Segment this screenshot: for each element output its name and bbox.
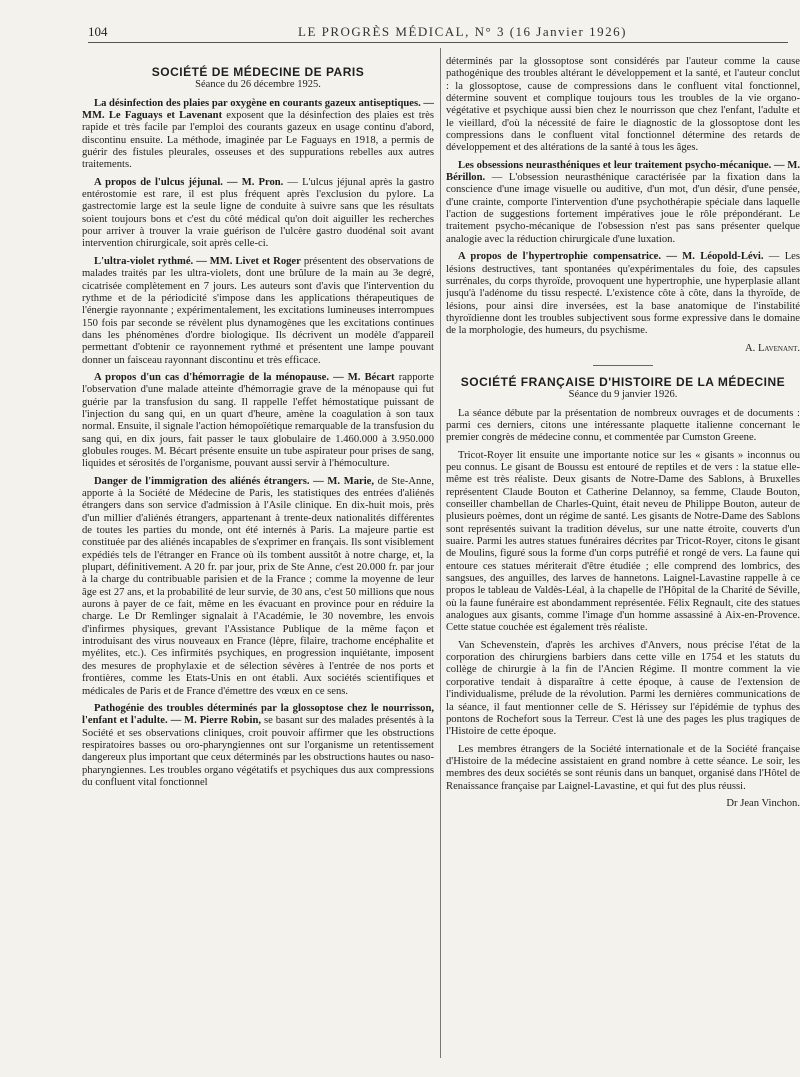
section-title-histoire-medecine: SOCIÉTÉ FRANÇAISE D'HISTOIRE DE LA MÉDECINE — [460, 374, 786, 389]
article-lead: A propos d'un cas d'hémorragie de la ménopause. — M. Bécart — [94, 371, 395, 383]
section-date: Séance du 26 décembre 1925. — [195, 79, 321, 91]
article-paragraph — [446, 160, 800, 246]
page-header — [88, 22, 788, 43]
section-title-societe-medecine: SOCIÉTÉ DE MÉDECINE DE PARIS — [151, 65, 365, 79]
signature: A. Lavenant. — [745, 342, 800, 354]
article-paragraph — [82, 703, 434, 789]
article-lead: A propos de l'hypertrophie compensatrice. — M. Léopold-Lévi. — [458, 251, 764, 263]
article-body: — L'ulcus jéjunal après la gastro entérostomie est rare, il est plus fréquent après l'exclusion du pylore. La gastrectomie large est la seule ligne de conduite à suivre sans que les résultats soient toujours bons et c'est du côté médical qu'on doit aiguiller les recherches pour arriver à trouver la vraie guérison de l'ulcère gastro duodénal soit avant intervention chirurgicale, soit après celle-ci. — [82, 176, 434, 250]
article-paragraph: Tricot-Royer lit ensuite une importante notice sur les « gisants » inconnus ou peu connus. Le gisant de Boussu est entouré de reptiles et de vers : la statue elle-même est très réaliste. Deux gisants de Notre-Dame des Sablons, à Bruxelles représentent Claude Bouton et Catherine Delannoy, sa femme, Claude Bouton, conseiller chambellan de Charles-Quint, était neveu de Philippe Bouton, auteur de plusieurs poèmes, dont un régime de santé. Les gisants de Notre-Dame des Sablons sont représentés suivant la tradition dévelus, sur une natte étroite, couverts d'un suaire. Parmi les autres statues funéraires décrites par Tricot-Royer, citons le gisant de Moulins, figuré sous la forme d'un corps putréfié et rongé de vers. La faune qui entoure ces statues mériterait d'être étudiée ; elle comprend des lombrics, des sangsues, des anguilles, des larves de hannetons. Laignel-Lavastine rappelle à ce propos le tableau de Valdès-Léal, à la chapelle de l'Hôpital de la Charité de Séville, où la faune funéraire est abondamment représentée. Félix Regnault, cite des statues analogues aux gisants, comme l'image d'un homme assassiné à Aix-en-Provence. Cette statue couchée est également très réaliste. — [446, 449, 800, 634]
article-body: présentent des observations de malades traités par les ultra-violets, dont une brûlure de la main au 3e degré, cicatrisée complètement en 7 jours. Les auteurs sont d'avis que l'intervention du rythme et de la périodicité s'impose dans les applications thérapeutiques de l'énergie rayonnante ; expérimentalement, les excitations lumineuses interrompues 150 fois par seconde se révèlent plus dynamogènes que les excitations continues dans les phénomènes d'ordre biologique. Ils décrivent un modèle d'appareil permettant d'obtenir ce rayonnement rythmé et présentent une lampe pouvant donner un faisceau rayonnant discontinu et très efficace. — [82, 255, 434, 366]
article-paragraph — [82, 98, 434, 172]
article-paragraph — [82, 476, 434, 698]
signature: Dr Jean Vinchon. — [726, 797, 800, 809]
article-lead: Les obsessions neurasthéniques et leur traitement psycho-mécanique. — M. Bérillon. — [446, 159, 800, 184]
section-date: Séance du 9 janvier 1926. — [568, 389, 678, 401]
running-head: LE PROGRÈS MÉDICAL, N° 3 (16 Janvier 1926) — [298, 24, 627, 39]
right-column — [446, 56, 800, 1056]
continued-paragraph: déterminés par la glossoptose sont considérés par l'auteur comme la cause pathogénique des troubles altérant le développement et la santé, et l'auteur conclut : la glossoptose, cause de compressions dans le confluent vital fonctionnel, détermine souvent et complique toujours tous les troubles de la vie organo-végétative et psychique aussi bien chez le nourrisson que chez l'enfant, l'adulte et le vieillard, d'où la nécessité de faire le diagnostic de la glossoptose dont les compressions dans le confluent vital fonctionnel détermine des retards de développement et des altérations de la santé à tous les âges. — [446, 56, 800, 154]
article-paragraph — [82, 256, 434, 367]
article-body: se basant sur des malades présentés à la Société et ses observations cliniques, croit pouvoir affirmer que les obstructions respiratoires basses ou oro-pharyngiennes ont sur l'organisme un retentissement dangereux plus important que ceux déterminés par les obstructions hautes ou naso-pharyngiennes. Les troubles organo végétatifs et psychiques dus aux compressions du confluent vital fonctionnel — [82, 715, 434, 788]
article-paragraph: Les membres étrangers de la Société internationale et de la Société française d'Histoire de la médecine assistaient en grand nombre à cette séance. Le soir, les membres des deux sociétés se sont réunis dans un banquet, organisé dans l'Hôtel de Renaissance française par Laignel-Lavastine, et qui fut des plus réussi. — [446, 743, 800, 792]
article-body: — L'obsession neurasthénique caractérisée par la fixation dans la conscience d'une image visuelle ou auditive, d'un mot, d'un désir, d'une pensée, d'une crainte, comporte l'intervention d'une psychothérapie spéciale dans laquelle l'action de suggestions fortement impératives joue le rôle prépondérant. Le traitement psycho-mécanique de l'obsession n'est pas sans présenter quelque analogie avec la réduction chirurgicale d'une luxation. — [446, 172, 800, 245]
article-paragraph — [446, 251, 800, 337]
article-body: rapporte l'observation d'une malade atteinte d'hémorragie grave de la ménopause qui fut guérie par la transfusion du sang. Il rappelle l'effet hémostatique puissant de l'injection du sang qui, en un quart d'heure, amène la coagulation à son taux normal. Ensuite, il signale l'action hémopoïétique remarquable de la transfusion du sang qui, en dix jours, fait passer le taux globulaire de 1.460.000 à 3.950.000 globules rouges. M. Bécart présente ensuite un tube aspirateur pour prises de sang, liquides et sérosités de l'organisme, pouvant aussi servir à l'hémoculture. — [82, 371, 434, 470]
article-lead: A propos de l'ulcus jéjunal. — M. Pron. — [94, 176, 284, 188]
article-paragraph — [82, 177, 434, 251]
article-paragraph: La séance débute par la présentation de nombreux ouvrages et de documents : parmi ces derniers, citons une intéressante plaquette italienne concernant le premier congrès de médecine connu, et commentée par Cumston Greene. — [446, 407, 800, 444]
article-lead: Pathogénie des troubles déterminés par la glossoptose chez le nourrisson, l'enfant et l'adulte. — M. Pierre Robin, — [82, 702, 434, 727]
article-body: — Les lésions destructives, tant spontanées qu'expérimentales du foie, des capsules surrénales, du corps thyroïde, provoquent une hypertrophie, une hyperplasie allant jusqu'à l'adénome du tissu respecté. L'existence côte à côte, dans la thyroïde, de lésions, pour ainsi dire inversées, est la base anatomique de l'instabilité thyroïdienne dont les troubles subjectivent sous forme expressive dans le domaine de la morphologie, des humeurs, du psychisme. — [446, 251, 800, 337]
left-column — [82, 56, 434, 1056]
page-number: 104 — [88, 24, 108, 39]
section-divider — [593, 365, 653, 366]
article-paragraph — [82, 372, 434, 471]
column-divider — [440, 48, 441, 1058]
article-body: exposent que la désinfection des plaies est très rapide et très facile par l'emploi des courants gazeux en usage continu d'abord, discontinu ensuite. La méthode, imaginée par Le Faguays en 1918, a permis de guérir des fistules pleurales, osseuses et des suppurations rebelles aux autres traitements. — [82, 110, 434, 171]
article-lead: La désinfection des plaies par oxygène en courants gazeux antiseptiques. — MM. Le Faguays et Lavenant — [82, 97, 434, 122]
article-paragraph: Van Schevenstein, d'après les archives d'Anvers, nous précise l'état de la corporation des chirurgiens barbiers dans cette ville en 1754 et les statuts du collège de chirurgie à la fin de l'Ancien Régime. Il montre comment la vie corporative tendait à disparaître à cette époque, à cause de l'extension de l'individualisme, prélude de la révolution. Parmi les dernières communications de la séance, il faut mentionner celle de S. Hérissey sur l'épidémie de typhus des pontons de Rochefort sous la Terreur. C'est là une des pages les plus tragiques de l'Histoire de cette époque. — [446, 639, 800, 738]
article-lead: Danger de l'immigration des aliénés étrangers. — M. Marie, — [94, 475, 375, 487]
article-body: de Ste-Anne, apporte à la Société de Médecine de Paris, les statistiques des entrées d'aliénés étrangers dans son service d'admission à l'Asile clinique. En dix-huit mois, près d'un millier d'aliénés étrangers, appartenant à trente-deux nationalités différentes de toutes les parties du monde, ont été internés à Paris. La majeure partie est constituée par des aliénés incapables de s'exprimer en français. Ils sont visiblement expédiés tels de l'étranger en France où ils tombent aussitôt à notre charge, et, la plupart, définitivement. A 20 fr. par jour, prix de Ste Anne, c'est 20.000 fr. par jour à la charge du contribuable parisien et de la France ; comme la moyenne de leur âge est 27 ans, et la probabilité de leur survie, de 30 ans, c'est 50 millions que nous aurons à payer de ce fait, même en les évacuant en province pour en réduire la charge. Le Dr Remlinger signalait à l'Académie, le 30 novembre, les envois d'infirmes physiques, grevant l'Assistance Publique de la même façon et introduisant des virus nouveaux en France (lèpre, filaire, trachome encéphalite et myélites, etc.). Ces infirmités psychiques, en progression inquiétante, imposent des mesures de prophylaxie et de sélection sévères à l'entrée de nos ports et frontières, comme les Etats-Unis en ont établi. Aux sociétés scientifiques et médicales de Paris et de France d'émettre des vœux en ce sens. — [82, 475, 434, 697]
article-lead: L'ultra-violet rythmé. — MM. Livet et Roger — [94, 255, 301, 267]
